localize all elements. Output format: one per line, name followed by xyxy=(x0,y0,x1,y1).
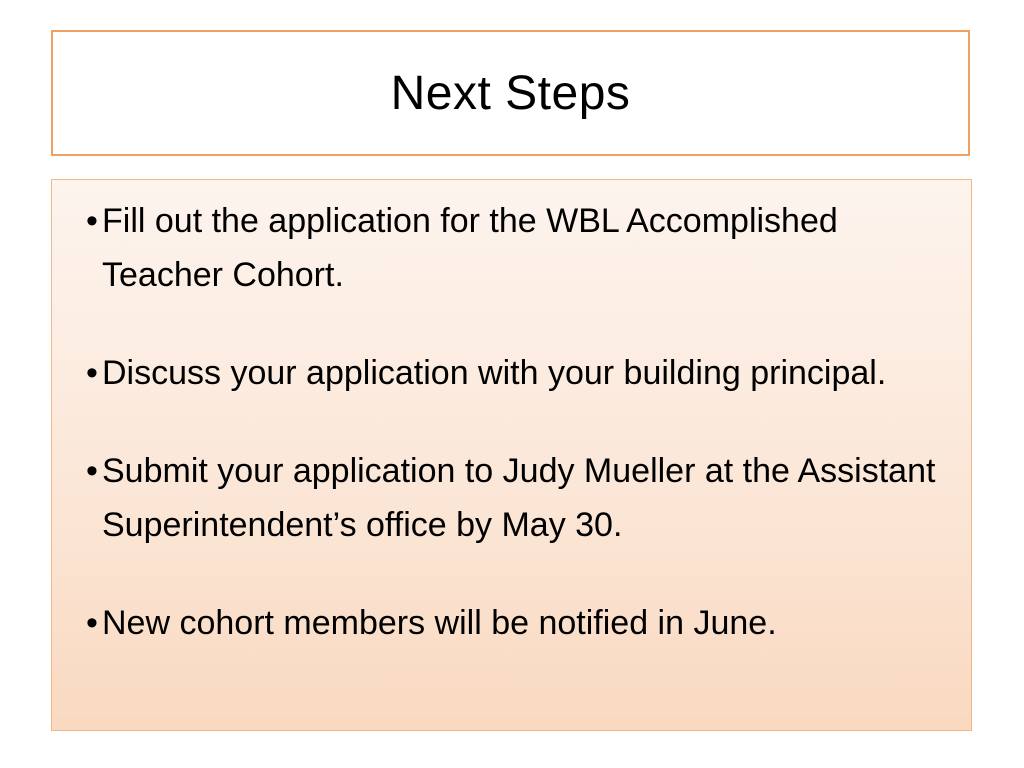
bullet-item xyxy=(74,346,957,400)
bullet-text: New cohort members will be notified in June. xyxy=(102,604,777,642)
bullet-marker: • xyxy=(86,604,98,642)
bullet-list xyxy=(74,194,957,650)
bullet-marker: • xyxy=(86,452,98,490)
bullet-marker: • xyxy=(86,202,98,240)
content-box xyxy=(51,179,972,731)
slide-title: Next Steps xyxy=(390,66,631,120)
bullet-item xyxy=(74,444,957,552)
bullet-text: Fill out the application for the WBL Accomplished Teacher Cohort. xyxy=(102,202,838,294)
bullet-marker: • xyxy=(86,354,98,392)
bullet-text: Submit your application to Judy Mueller at the Assistant Superintendent’s office by May 30. xyxy=(102,452,936,544)
bullet-item xyxy=(74,596,957,650)
bullet-item xyxy=(74,194,957,302)
title-box xyxy=(51,30,970,156)
bullet-text: Discuss your application with your building principal. xyxy=(102,354,887,392)
